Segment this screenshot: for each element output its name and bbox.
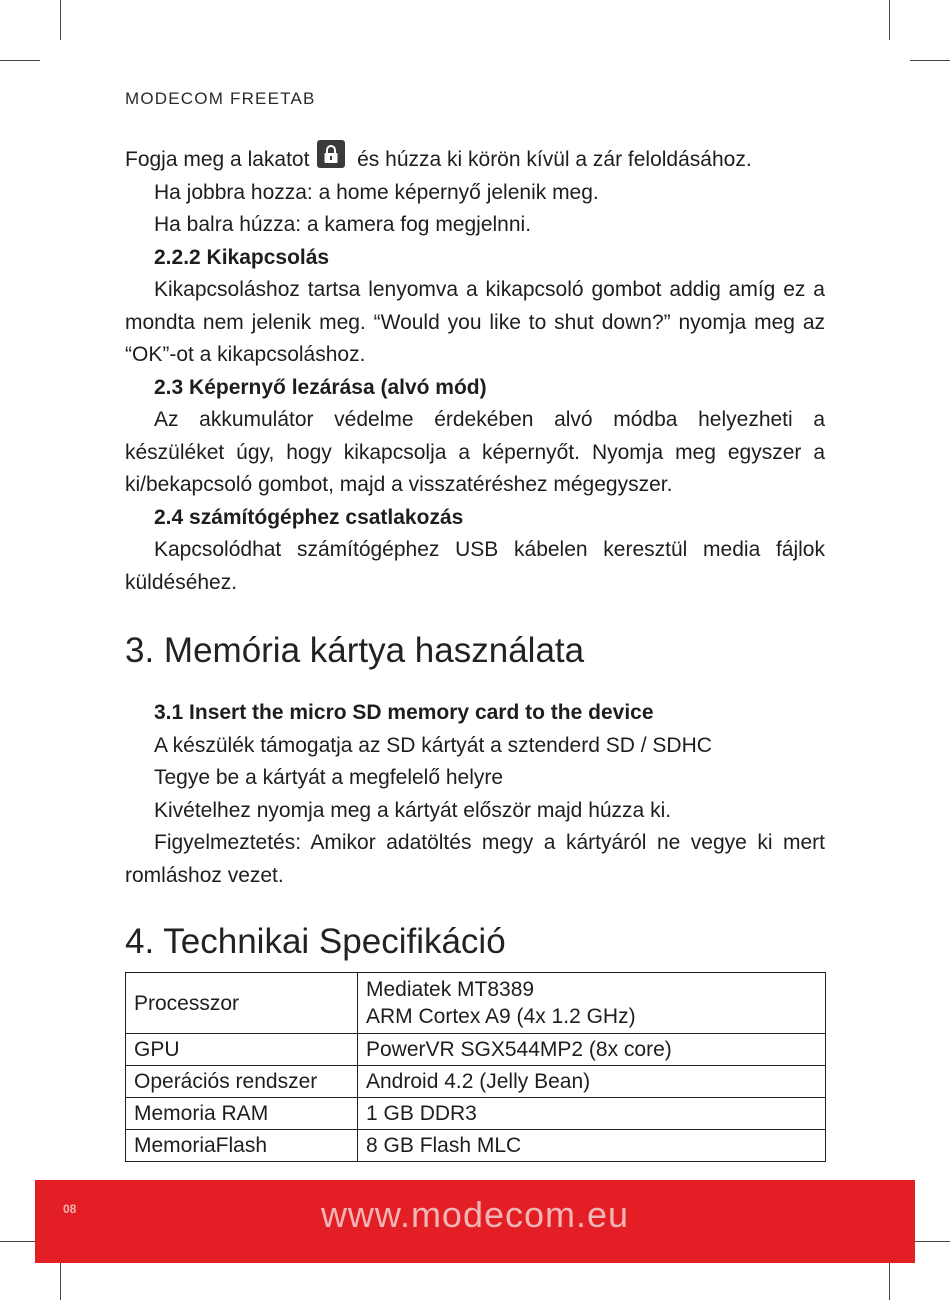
chapter-title-4: 4. Technikai Specifikáció (125, 922, 506, 961)
section-body-2-3: Az akkumulátor védelme érdekében alvó módba helyezheti a készüléket úgy, hogy kikapcsolja a képernyőt. Nyomja meg egyszer a ki/bekapcsoló gombot, majd a visszatéréshez mégegyszer. (125, 408, 825, 496)
footer-band (35, 1180, 915, 1263)
table-row (126, 973, 826, 1034)
lock-icon (317, 140, 345, 168)
sd-support-text: A készülék támogatja az SD kártyát a sztenderd SD / SDHC (154, 733, 712, 757)
page-number: 08 (63, 1202, 77, 1216)
unlock-right-text: Ha jobbra hozza: a home képernyő jelenik meg. (154, 180, 599, 204)
spec-value: 8 GB Flash MLC (358, 1130, 826, 1162)
crop-mark (889, 1262, 890, 1300)
spec-value-line: ARM Cortex A9 (4x 1.2 GHz) (366, 1005, 636, 1028)
section-heading-3-1: 3.1 Insert the micro SD memory card to the device (154, 701, 654, 724)
section-body-2-4: Kapcsolódhat számítógéphez USB kábelen keresztül media fájlok küldéséhez. (125, 538, 825, 594)
spec-value: PowerVR SGX544MP2 (8x core) (358, 1034, 826, 1066)
lock-instruction-text: Fogja meg a lakatot (125, 148, 310, 171)
running-header: MODECOM FREETAB (125, 89, 316, 108)
crop-mark (910, 1241, 950, 1242)
spec-label: Operációs rendszer (126, 1066, 358, 1098)
spec-label: Memoria RAM (126, 1098, 358, 1130)
section-heading-2-3: 2.3 Képernyő lezárása (alvó mód) (154, 375, 487, 399)
crop-mark (889, 0, 890, 40)
chapter-title-3: 3. Memória kártya használata (125, 631, 585, 670)
spec-value: 1 GB DDR3 (358, 1098, 826, 1130)
crop-mark (0, 60, 40, 61)
spec-label: MemoriaFlash (126, 1130, 358, 1162)
crop-mark (60, 0, 61, 40)
table-row (126, 1034, 826, 1066)
spec-value (358, 973, 826, 1034)
unlock-left-text: Ha balra húzza: a kamera fog megjelnni. (154, 213, 532, 236)
table-row (126, 1066, 826, 1098)
section-heading-2-2-2: 2.2.2 Kikapcsolás (154, 245, 330, 269)
spec-label: Processzor (126, 973, 358, 1034)
crop-mark (910, 60, 950, 61)
page-content (125, 140, 825, 962)
section-heading-2-4: 2.4 számítógéphez csatlakozás (154, 505, 464, 529)
lock-instruction-text-end: és húzza ki körön kívül a zár feloldásához. (357, 148, 752, 171)
crop-mark (60, 1262, 61, 1300)
crop-mark (0, 1241, 40, 1242)
table-row (126, 1130, 826, 1162)
sd-warning-text: Figyelmeztetés: Amikor adatöltés megy a kártyáról ne vegye ki mert romláshoz vezet. (125, 831, 825, 887)
spec-label: GPU (126, 1034, 358, 1066)
sd-insert-text: Tegye be a kártyát a megfelelő helyre (154, 766, 504, 789)
section-body-2-2-2: Kikapcsoláshoz tartsa lenyomva a kikapcsoló gombot addig amíg ez a mondta nem jelenik meg. “Would you like to shut down?” nyomja meg az “OK”-ot a kikapcsoláshoz. (125, 278, 825, 366)
footer-url[interactable]: www.modecom.eu (320, 1194, 630, 1235)
spec-value-line: Mediatek MT8389 (366, 978, 535, 1001)
lock-instruction (125, 140, 825, 177)
table-row (126, 1098, 826, 1130)
spec-value: Android 4.2 (Jelly Bean) (358, 1066, 826, 1098)
spec-table (125, 972, 826, 1162)
sd-remove-text: Kivételhez nyomja meg a kártyát először majd húzza ki. (154, 798, 672, 822)
